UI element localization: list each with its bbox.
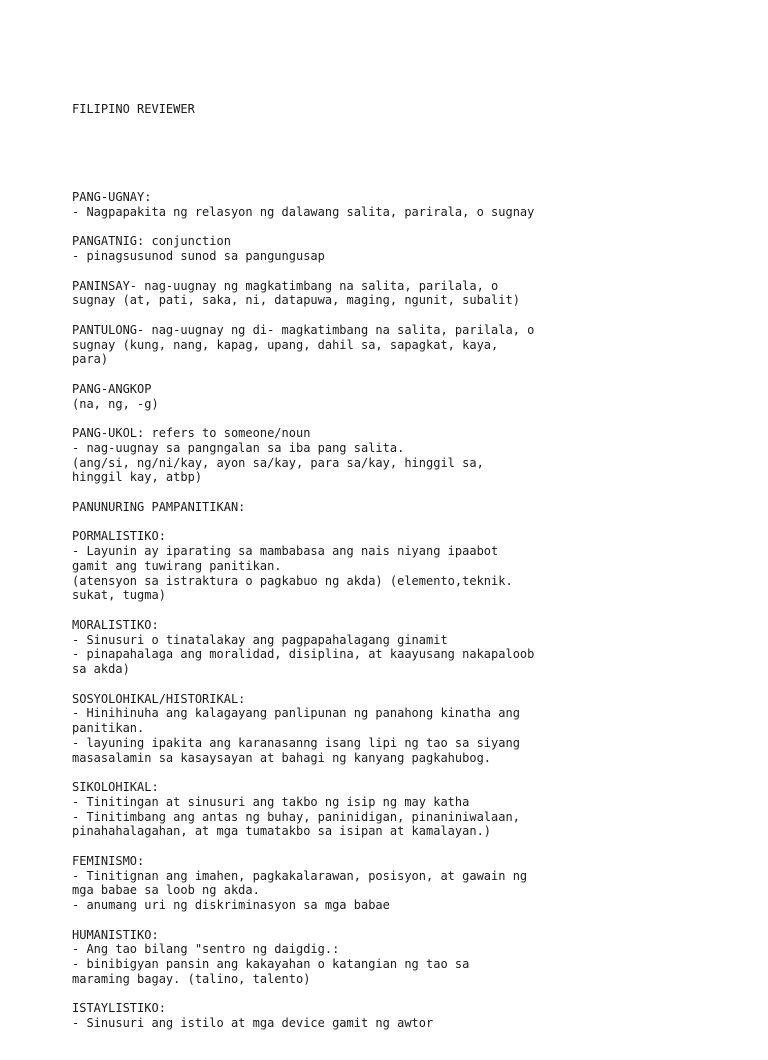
paragraph-line: pinahahalagahan, at mga tumatakbo sa isipan at kamalayan.) [72, 824, 492, 839]
paragraph [72, 854, 712, 913]
paragraph-line: - Hinihinuha ang kalagayang panlipunan ng panahong kinatha ang [72, 706, 520, 721]
paragraph-line: - Sinusuri ang istilo at mga device gamit ng awtor [72, 1016, 434, 1030]
paragraph-heading: SIKOLOHIKAL: [72, 780, 159, 794]
paragraph-gap [72, 367, 712, 382]
paragraph-gap [72, 485, 712, 500]
paragraph-gap [72, 308, 712, 323]
paragraph-line: sugnay (kung, nang, kapag, upang, dahil sa, sapagkat, kaya, [72, 337, 499, 352]
paragraph-gap [72, 515, 712, 530]
paragraph-gap [72, 220, 712, 235]
paragraph-gap [72, 146, 712, 161]
paragraph [72, 279, 712, 309]
paragraph-line: maraming bagay. (talino, talento) [72, 971, 311, 986]
paragraph [72, 426, 712, 485]
paragraph-heading: PANG-ANGKOP [72, 381, 152, 396]
paragraph-line: - Layunin ay iparating sa mambabasa ang nais niyang ipaabot [72, 544, 499, 558]
paragraph [72, 500, 712, 515]
paragraph-heading: ISTAYLISTIKO: [72, 1001, 166, 1016]
paragraph-heading: PANG-UGNAY: [72, 190, 152, 204]
paragraph-line: - nag-uugnay sa pangngalan sa iba pang salita. [72, 440, 405, 455]
paragraph-line: - anumang uri ng diskriminasyon sa mga babae [72, 898, 390, 912]
paragraph-gap [72, 765, 712, 780]
paragraph [72, 928, 712, 987]
paragraph-line: sugnay (at, pati, saka, ni, datapuwa, maging, ngunit, subalit) [72, 293, 520, 308]
paragraph-line: - layuning ipakita ang karanasanng isang lipi ng tao sa siyang [72, 735, 520, 750]
paragraph-line: sukat, tugma) [72, 588, 166, 603]
paragraph-gap [72, 264, 712, 279]
paragraph-heading: FEMINISMO: [72, 853, 145, 868]
paragraph-line: - binibigyan pansin ang kakayahan o katangian ng tao sa [72, 957, 470, 971]
document-title: FILIPINO REVIEWER [72, 101, 195, 116]
paragraph [72, 1001, 712, 1031]
paragraph-heading: MORALISTIKO: [72, 617, 159, 632]
paragraph-line: gamit ang tuwirang panitikan. [72, 558, 282, 573]
paragraph-heading: PANG-UKOL: refers to someone/noun [72, 426, 311, 440]
paragraph [72, 323, 712, 367]
paragraph-heading: SOSYOLOHIKAL/HISTORIKAL: [72, 691, 246, 706]
paragraph [72, 618, 712, 677]
paragraph-line: sa akda) [72, 662, 130, 676]
paragraph [72, 529, 712, 603]
paragraph [72, 692, 712, 766]
paragraph-gap [72, 913, 712, 928]
paragraph-line: mga babae sa loob ng akda. [72, 883, 260, 898]
paragraph-line: (atensyon sa istraktura o pagkabuo ng akda) (elemento,teknik. [72, 573, 513, 588]
paragraph-line: - Sinusuri o tinatalakay ang pagpapahalagang ginamit [72, 632, 448, 647]
paragraph [72, 382, 712, 412]
paragraph-heading: HUMANISTIKO: [72, 927, 159, 942]
paragraph-gap [72, 677, 712, 692]
paragraph [72, 234, 712, 264]
paragraph-heading: PANINSAY- nag-uugnay ng magkatimbang na salita, parilala, o [72, 278, 499, 293]
paragraph [72, 780, 712, 839]
paragraph-line: - Tinitingan at sinusuri ang takbo ng isip ng may katha [72, 794, 470, 809]
paragraph-line: para) [72, 352, 109, 367]
paragraph-line: - Tinitimbang ang antas ng buhay, paninidigan, pinaniniwalaan, [72, 809, 520, 824]
paragraph-heading: PORMALISTIKO: [72, 529, 166, 544]
paragraph-line: - Nagpapakita ng relasyon ng dalawang salita, parirala, o sugnay [72, 204, 535, 219]
paragraph-line: panitikan. [72, 721, 145, 735]
paragraph-gap [72, 411, 712, 426]
document-body [72, 72, 712, 1060]
paragraph-heading: PANTULONG- nag-uugnay ng di- magkatimbang na salita, parilala, o [72, 322, 535, 337]
paragraph-line: hinggil kay, atbp) [72, 470, 203, 485]
paragraph-heading: PANGATNIG: conjunction [72, 234, 231, 249]
paragraph-line: masasalamin sa kasaysayan at bahagi ng kanyang pagkahubog. [72, 750, 492, 765]
paragraph-line: - Tinitignan ang imahen, pagkakalarawan, posisyon, at gawain ng [72, 868, 528, 883]
paragraph-gap [72, 987, 712, 1002]
paragraph-heading: PANUNURING PAMPANITIKAN: [72, 499, 246, 514]
paragraph-line: (na, ng, -g) [72, 396, 159, 411]
paragraph-line: (ang/si, ng/ni/kay, ayon sa/kay, para sa/kay, hinggil sa, [72, 455, 484, 470]
paragraph-list [72, 190, 712, 1031]
paragraph-line: - Ang tao bilang "sentro ng daigdig.: [72, 942, 340, 957]
paragraph-line: - pinapahalaga ang moralidad, disiplina, at kaayusang nakapaloob [72, 647, 535, 662]
paragraph [72, 190, 712, 220]
paragraph-line: - pinagsusunod sunod sa pangungusap [72, 249, 325, 263]
paragraph-gap [72, 603, 712, 618]
paragraph-gap [72, 839, 712, 854]
